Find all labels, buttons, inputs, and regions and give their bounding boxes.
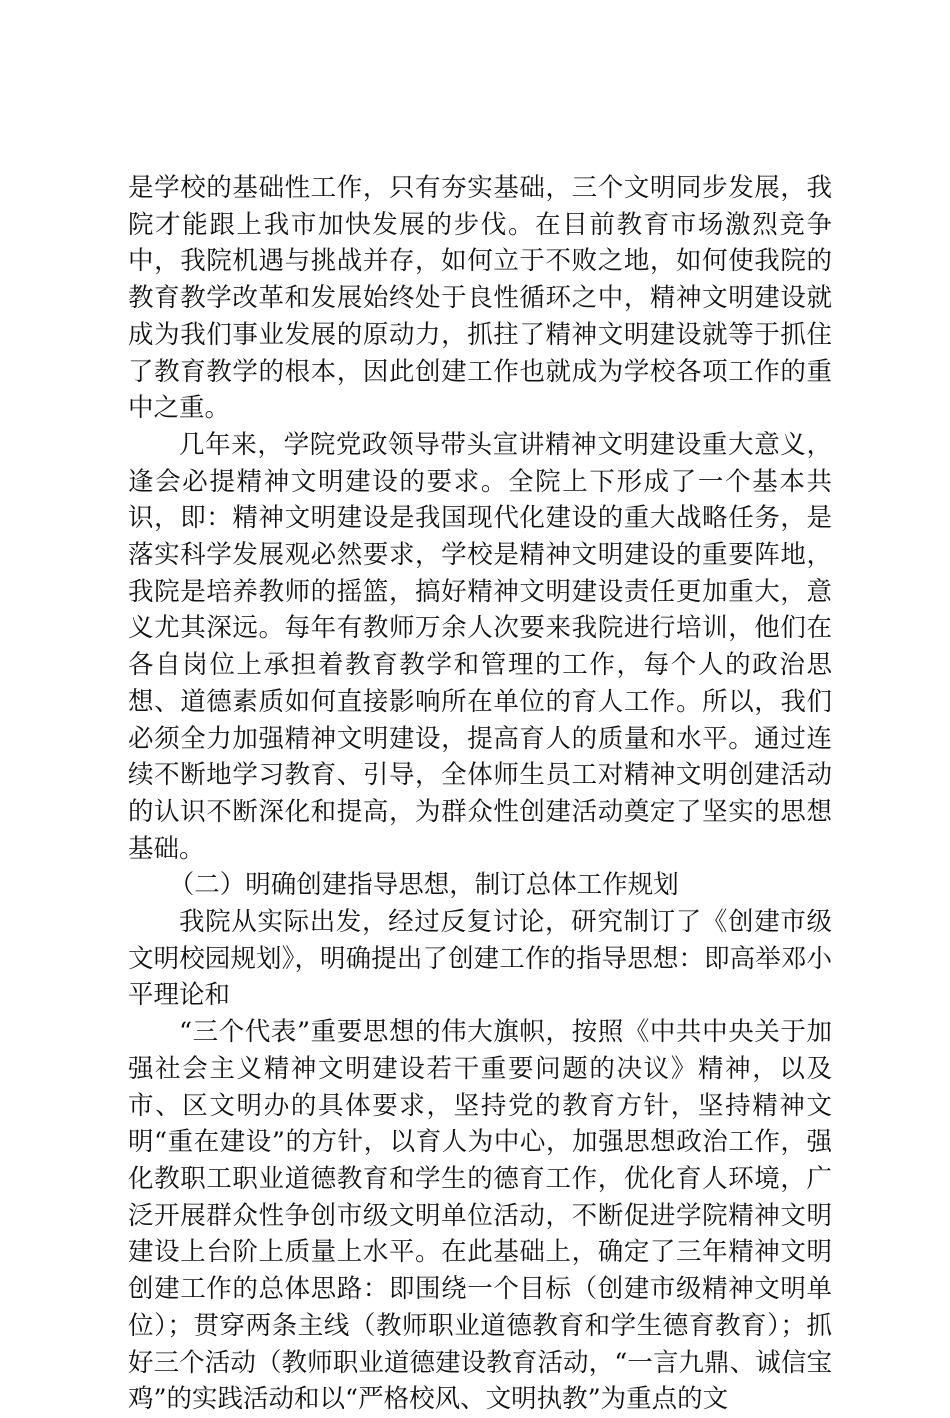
paragraph-foundation-work: 是学校的基础性工作，只有夯实基础，三个文明同步发展，我院才能跟上我市加快发展的步伐。在目前教育市场激烈竞争中，我院机遇与挑战并存，如何立于不败之地，如何使我院的教育教学改革和发展始终处于良性循环之中，精神文明建设就成为我们事业发展的原动力，抓拄了精神文明建设就等于抓住了教育教学的根本，因此创建工作也就成为学校各项工作的重中之重。 — [128, 173, 832, 424]
section-heading-guiding-ideology: （二）明确创建指导思想，制订总体工作规划 — [168, 870, 679, 901]
paragraph-leadership-consensus: 几年来，学院党政领导带头宣讲精神文明建设重大意义，逢会必提精神文明建设的要求。全院上下形成了一个基本共识，即：精神文明建设是我国现代化建设的重大战略任务，是落实科学发展观必然要求，学校是精神文明建设的重要阵地，我院是培养教师的摇篮，搞好精神文明建设责任更加重大，意义尤其深远。每年有教师万余人次要来我院进行培训，他们在各自岗位上承担着教育教学和管理的工作，每个人的政治思想、道德素质如何直接影响所在单位的育人工作。所以，我们必须全力加强精神文明建设，提高育人的质量和水平。通过连续不断地学习教育、引导，全体师生员工对精神文明创建活动的认识不断深化和提高，为群众性创建活动奠定了坚实的思想基础。 — [128, 429, 832, 864]
document-body — [128, 170, 832, 1418]
paragraph-three-represents: “三个代表”重要思想的伟大旗帜，按照《中共中央关于加强社会主义精神文明建设若干重要问题的决议》精神，以及市、区文明办的具体要求，坚持党的教育方针，坚持精神文明“重在建设”的方针，以育人为中心，加强思想政治工作，强化教职工职业道德教育和学生的德育工作，优化育人环境，广泛开展群众性争创市级文明单位活动，不断促进学院精神文明建设上台阶上质量上水平。在此基础上，确定了三年精神文明创建工作的总体思路：即围绕一个目标（创建市级精神文明单位）；贯穿两条主线（教师职业道德教育和学生德育教育）；抓好三个活动（教师职业道德建设教育活动，“一言九鼎、诚信宝鸡”的实践活动和以“严格校风、文明执教”为重点的文 — [128, 1017, 832, 1415]
paragraph-campus-plan: 我院从实际出发，经过反复讨论，研究制订了《创建市级文明校园规划》，明确提出了创建工作的指导思想：即高举邓小平理论和 — [128, 907, 832, 1011]
